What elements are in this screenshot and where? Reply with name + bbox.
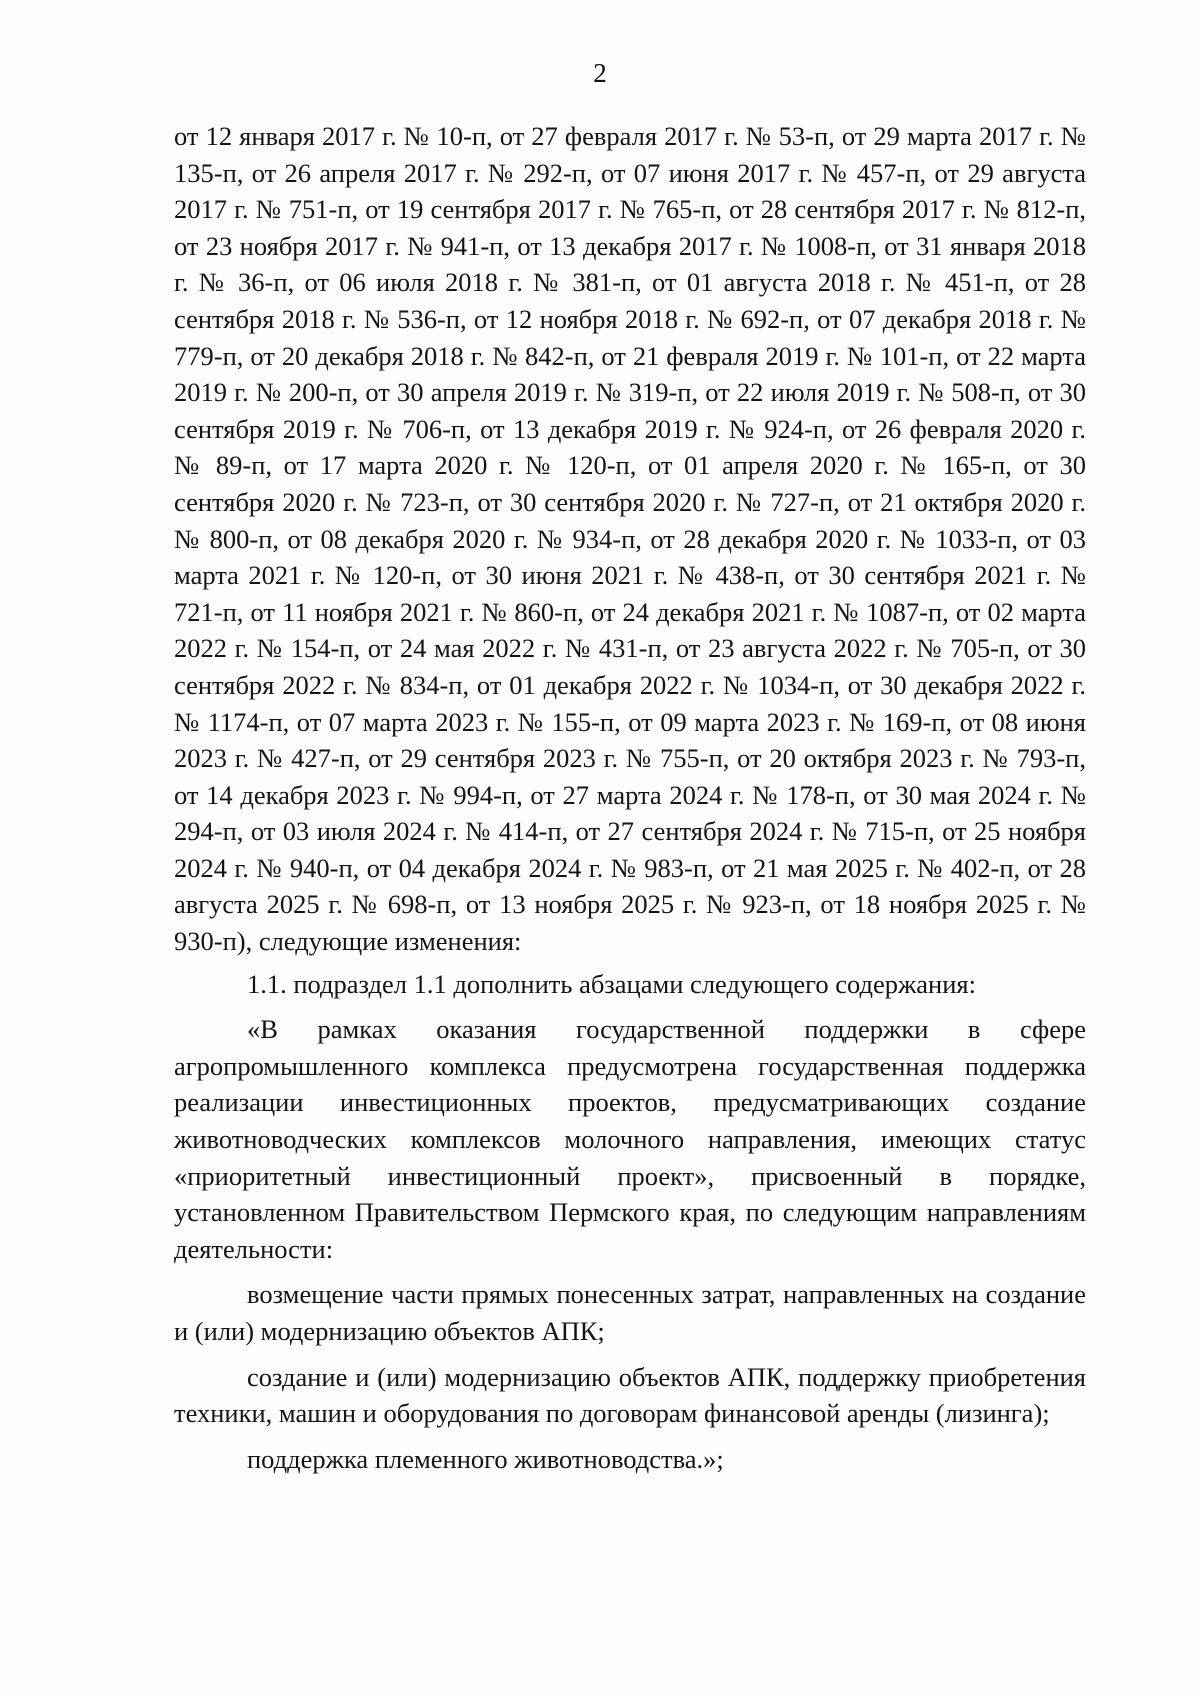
page-number: 2 [593,58,607,88]
direction-item-3: поддержка племенного животноводства.»; [247,1443,724,1474]
direction-item-1: возмещение части прямых понесенных затрат, направленных на создание и (или) модернизацию объектов АПК; [174,1279,1086,1346]
support-description-paragraph: «В рамках оказания государственной поддержки в сфере агропромышленного комплекса предусмотрена государственная поддержка реализации инвестиционных проектов, предусматривающих создание животноводческих комплексов молочного направления, имеющих статус «приоритетный инвестиционный проект», присвоенный в порядке, установленном Правительством Пермского края, по следующим направлениям деятельности: [174,1014,1086,1264]
direction-item-2: создание и (или) модернизацию объектов АПК, поддержку приобретения техники, машин и оборудования по договорам финансовой аренды (лизинга); [174,1361,1086,1429]
document-body [174,118,1086,1477]
subsection-clause: 1.1. подраздел 1.1 дополнить абзацами следующего содержания: [247,968,976,999]
amendment-list-paragraph: от 12 января 2017 г. № 10-п, от 27 февраля 2017 г. № 53-п, от 29 марта 2017 г. № 135-п, от 26 апреля 2017 г. № 292-п, от 07 июня 2017 г. № 457-п, от 29 августа 2017 г. № 751-п, от 19 сентября 2017 г. № 765-п, от 28 сентября 2017 г. № 812-п, от 23 ноября 2017 г. № 941-п, от 13 декабря 2017 г. № 1008-п, от 31 января 2018 г. № 36-п, от 06 июля 2018 г. № 381-п, от 01 августа 2018 г. № 451-п, от 28 сентября 2018 г. № 536-п, от 12 ноября 2018 г. № 692-п, от 07 декабря 2018 г. № 779-п, от 20 декабря 2018 г. № 842-п, от 21 февраля 2019 г. № 101-п, от 22 марта 2019 г. № 200-п, от 30 апреля 2019 г. № 319-п, от 22 июля 2019 г. № 508-п, от 30 сентября 2019 г. № 706-п, от 13 декабря 2019 г. № 924-п, от 26 февраля 2020 г. № 89-п, от 17 марта 2020 г. № 120-п, от 01 апреля 2020 г. № 165-п, от 30 сентября 2020 г. № 723-п, от 30 сентября 2020 г. № 727-п, от 21 октября 2020 г. № 800-п, от 08 декабря 2020 г. № 934-п, от 28 декабря 2020 г. № 1033-п, от 03 марта 2021 г. № 120-п, от 30 июня 2021 г. № 438-п, от 30 сентября 2021 г. № 721-п, от 11 ноября 2021 г. № 860-п, от 24 декабря 2021 г. № 1087-п, от 02 марта 2022 г. № 154-п, от 24 мая 2022 г. № 431-п, от 23 августа 2022 г. № 705-п, от 30 сентября 2022 г. № 834-п, от 01 декабря 2022 г. № 1034-п, от 30 декабря 2022 г. № 1174-п, от 07 марта 2023 г. № 155-п, от 09 марта 2023 г. № 169-п, от 08 июня 2023 г. № 427-п, от 29 сентября 2023 г. № 755-п, от 20 октября 2023 г. № 793-п, от 14 декабря 2023 г. № 994-п, от 27 марта 2024 г. № 178-п, от 30 мая 2024 г. № 294-п, от 03 июля 2024 г. № 414-п, от 27 сентября 2024 г. № 715-п, от 25 ноября 2024 г. № 940-п, от 04 декабря 2024 г. № 983-п, от 21 мая 2025 г. № 402-п, от 28 августа 2025 г. № 698-п, от 13 ноября 2025 г. № 923-п, от 18 ноября 2025 г. № 930-п), следующие изменения: [174,121,1086,957]
